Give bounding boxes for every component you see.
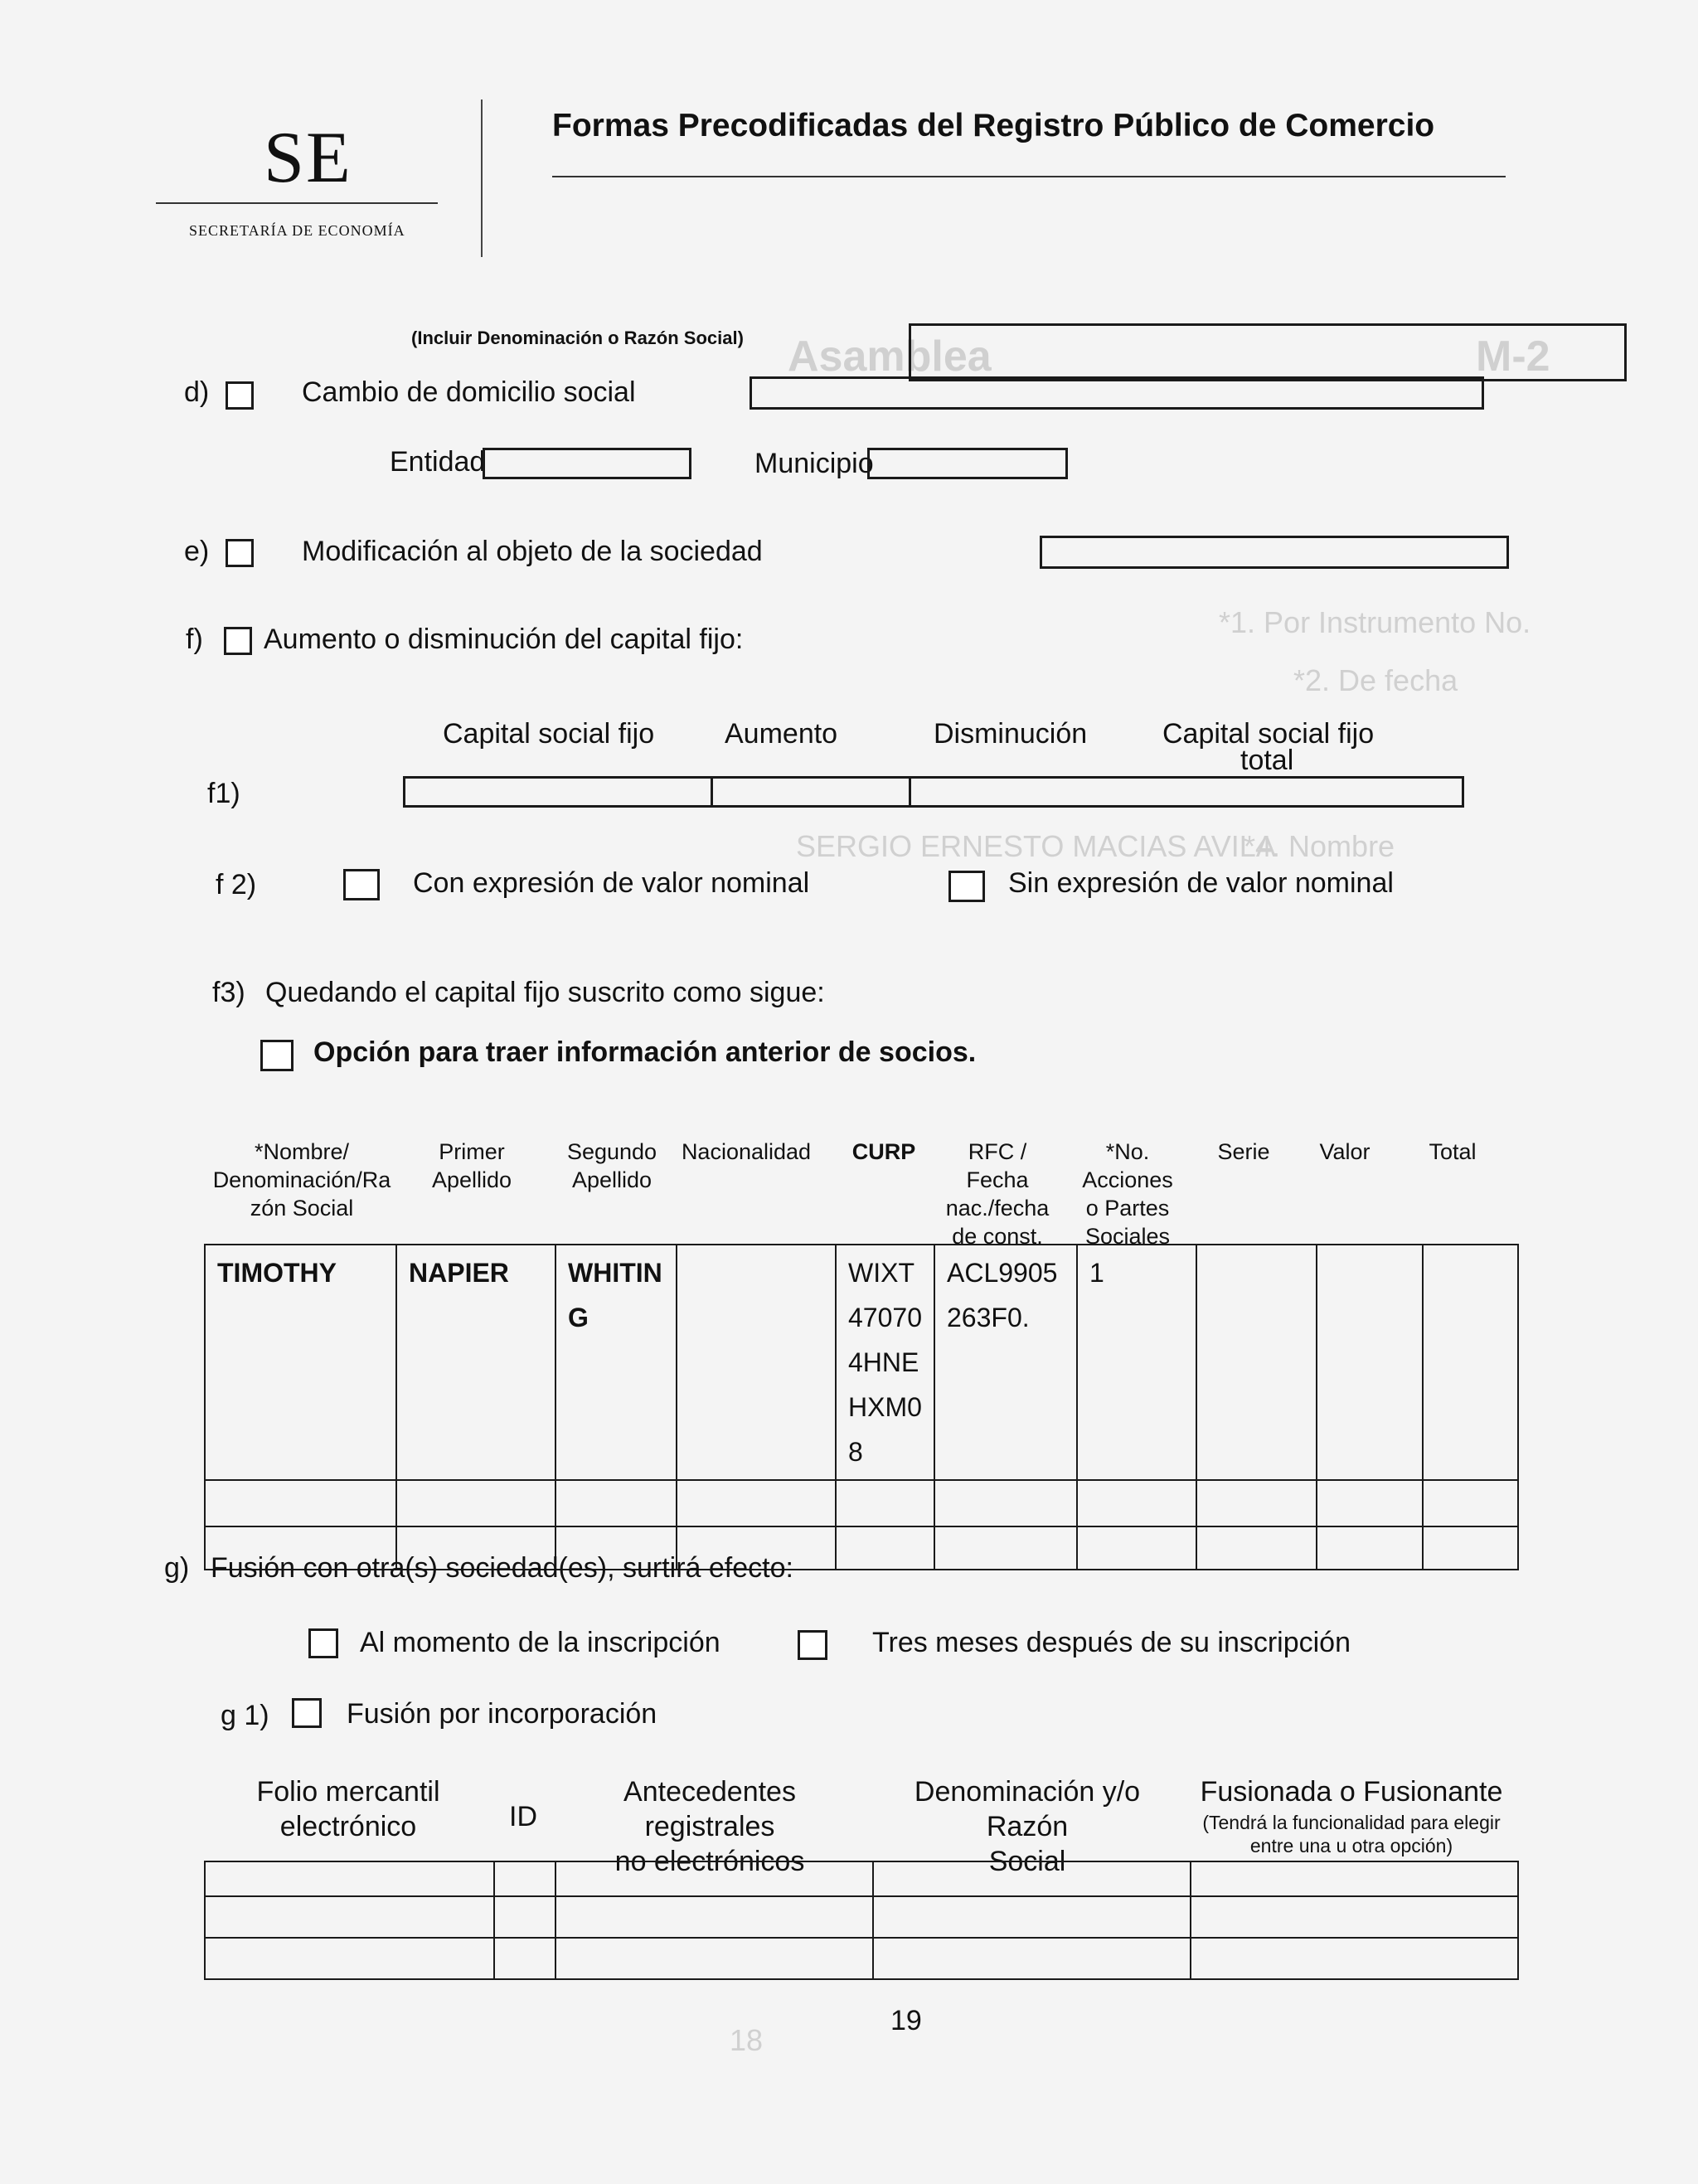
entidad-field[interactable] [483, 448, 691, 479]
socios-anteriores-label: Opción para traer información anterior de socios. [313, 1036, 977, 1068]
logo-se: SE [264, 118, 352, 198]
fusion-header-id: ID [509, 1801, 537, 1832]
col-header-serie: Serie [1217, 1139, 1270, 1164]
logo-subtitle: SECRETARÍA DE ECONOMÍA [189, 222, 405, 239]
bleed-line-2: *2. De fecha [1293, 663, 1458, 697]
objeto-field[interactable] [1040, 536, 1509, 569]
title-rule [552, 176, 1506, 177]
cell-curp[interactable]: WIXT 47070 4HNE HXM0 8 [836, 1245, 934, 1480]
fusion-table [204, 1861, 1519, 1980]
col-header-rfc: RFC / Fecha nac./fecha de const. [945, 1139, 1050, 1249]
tres-meses-label: Tres meses después de su inscripción [872, 1627, 1351, 1658]
bleed-page: 18 [730, 2023, 764, 2057]
f3-label: Quedando el capital fijo suscrito como sigue: [265, 977, 825, 1008]
e-letter: e) [184, 536, 210, 567]
cell-segundo-apellido[interactable]: WHITIN G [555, 1245, 677, 1480]
fusion-header-denominacion: Denominación y/o Razón Social [914, 1776, 1141, 1877]
e-label: Modificación al objeto de la sociedad [302, 536, 763, 567]
cell-nacionalidad[interactable] [677, 1245, 836, 1480]
municipio-label: Municipio [754, 448, 874, 479]
fusion-incorporacion-checkbox[interactable] [292, 1698, 322, 1728]
municipio-field[interactable] [867, 448, 1068, 479]
e-checkbox[interactable] [226, 539, 254, 567]
f1-letter: f1) [207, 778, 240, 809]
fusion-note: (Tendrá la funcionalidad para elegir entre una u otra opción) [1202, 1812, 1501, 1856]
cell-nombre[interactable]: TIMOTHY [205, 1245, 396, 1480]
bleed-line-4: SERGIO ERNESTO MACIAS AVILA [796, 829, 1276, 863]
cell-primer-apellido[interactable]: NAPIER [396, 1245, 555, 1480]
f3-letter: f3) [212, 977, 245, 1008]
aumento-field[interactable] [711, 776, 911, 808]
sin-valor-nominal-label: Sin expresión de valor nominal [1008, 867, 1394, 899]
col-header-primer-apellido: Primer Apellido [431, 1139, 512, 1192]
cell-acciones[interactable]: 1 [1077, 1245, 1196, 1480]
logo-rule [156, 202, 438, 204]
fusion-header-folio: Folio mercantil electrónico [256, 1776, 440, 1842]
col-header-nombre: *Nombre/ Denominación/Ra zón Social [212, 1139, 391, 1221]
capital-fijo-field[interactable] [403, 776, 713, 808]
g1-letter: g 1) [221, 1700, 269, 1731]
tres-meses-checkbox[interactable] [798, 1630, 827, 1660]
fusion-header-fusionada: Fusionada o Fusionante [1200, 1776, 1503, 1808]
table-row [205, 1938, 1518, 1979]
d-checkbox[interactable] [226, 381, 254, 410]
col-header-curp: CURP [851, 1139, 916, 1164]
page-number: 19 [890, 2005, 922, 2036]
table-row [205, 1861, 1518, 1896]
valor-nominal-label: Con expresión de valor nominal [413, 867, 810, 899]
d-letter: d) [184, 376, 210, 408]
f-letter: f) [186, 624, 203, 655]
entidad-label: Entidad [390, 446, 486, 478]
f1-header-total-2: total [1240, 745, 1294, 776]
bleed-line-1: *1. Por Instrumento No. [1219, 605, 1531, 639]
f1-header-disminucion: Disminución [934, 718, 1088, 750]
domicilio-field[interactable] [750, 376, 1484, 410]
table-row [205, 1896, 1518, 1938]
al-momento-label: Al momento de la inscripción [360, 1627, 720, 1658]
cell-total[interactable] [1423, 1245, 1518, 1480]
al-momento-checkbox[interactable] [308, 1628, 338, 1658]
fusion-header-antecedentes: Antecedentes registrales no electrónicos [614, 1776, 805, 1877]
socios-table [204, 1244, 1519, 1570]
bleed-title: Asamblea [788, 332, 992, 381]
f1-header-total: Capital social fijo [1162, 718, 1375, 750]
cell-rfc[interactable]: ACL9905 263F0. [934, 1245, 1077, 1480]
fusion-incorporacion-label: Fusión por incorporación [347, 1698, 657, 1730]
f1-header-aumento: Aumento [725, 718, 838, 750]
bleed-line-3: *4. Nombre [1244, 829, 1395, 863]
page-title: Formas Precodificadas del Registro Público de Comercio [552, 108, 1435, 143]
table-row [205, 1480, 1518, 1526]
valor-nominal-checkbox[interactable] [343, 869, 380, 900]
bleed-code: M-2 [1476, 332, 1550, 381]
razon-social-hint: (Incluir Denominación o Razón Social) [411, 328, 744, 348]
f2-letter: f 2) [216, 869, 257, 900]
col-header-acciones: *No. Acciones o Partes Sociales [1082, 1139, 1173, 1249]
col-header-nacionalidad: Nacionalidad [681, 1139, 812, 1164]
cell-valor[interactable] [1317, 1245, 1423, 1480]
cell-serie[interactable] [1196, 1245, 1317, 1480]
header-divider [481, 99, 483, 257]
g-label: Fusión con otra(s) sociedad(es), surtirá efecto: [211, 1552, 793, 1584]
f-checkbox[interactable] [224, 627, 252, 655]
table-row [205, 1245, 1518, 1480]
col-header-valor: Valor [1319, 1139, 1371, 1164]
disminucion-field[interactable] [909, 776, 1464, 808]
col-header-segundo-apellido: Segundo Apellido [566, 1139, 657, 1192]
f-label: Aumento o disminución del capital fijo: [264, 624, 744, 655]
sin-valor-nominal-checkbox[interactable] [948, 871, 985, 902]
d-label: Cambio de domicilio social [302, 376, 636, 408]
f1-header-capital: Capital social fijo [443, 718, 655, 750]
socios-anteriores-checkbox[interactable] [260, 1040, 294, 1071]
col-header-total: Total [1429, 1139, 1477, 1164]
g-letter: g) [164, 1552, 190, 1584]
razon-social-field[interactable] [909, 323, 1627, 381]
